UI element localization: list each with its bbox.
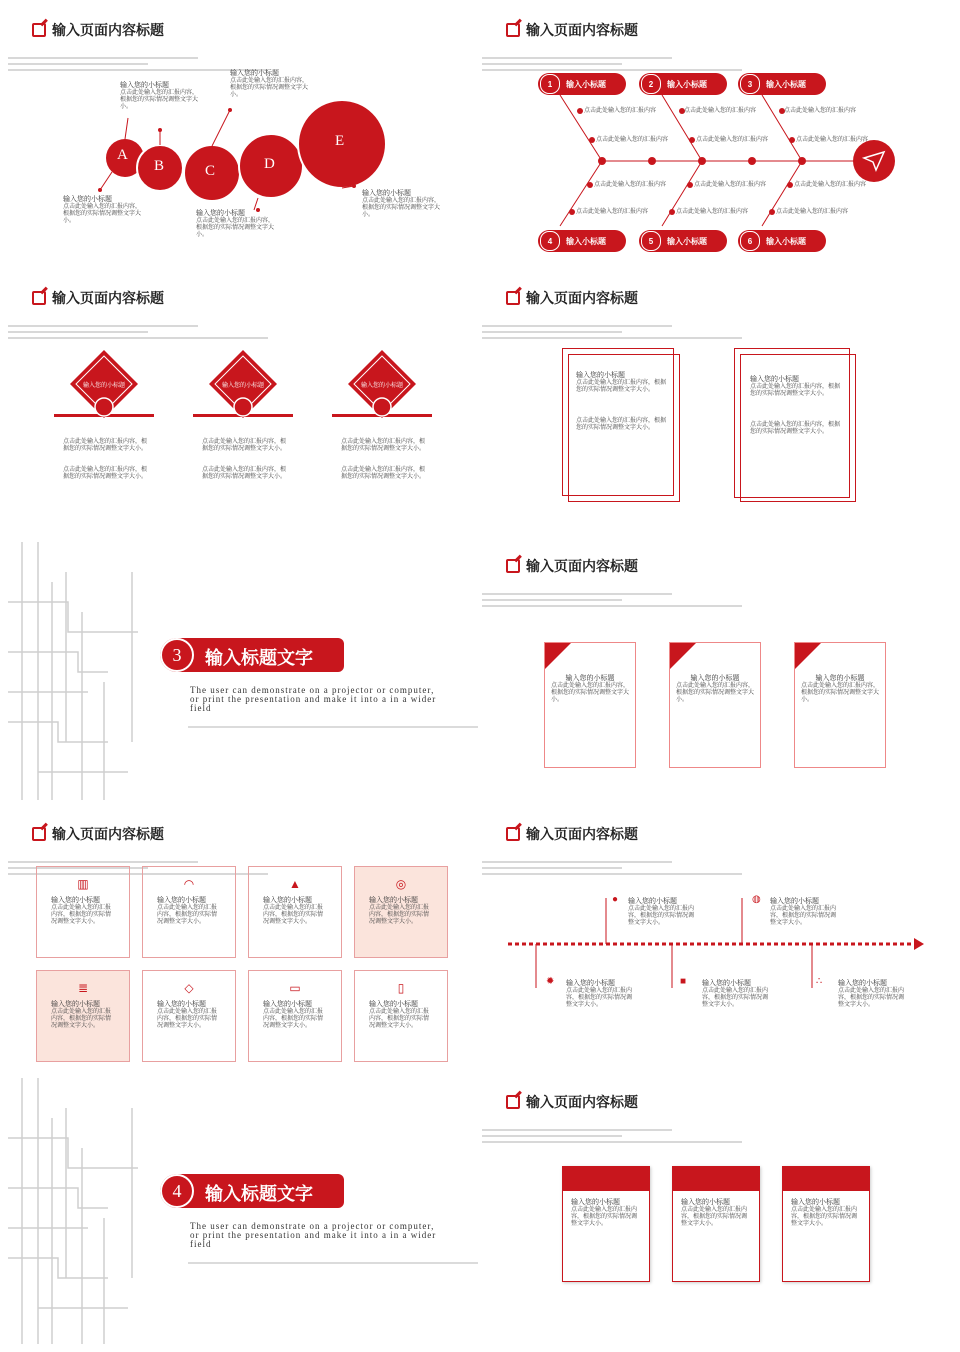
text-block: 输入您的小标题 点击此处输入您的汇报内容，根据您的实际情况调整文字大小。 bbox=[362, 190, 441, 218]
bubble-e-label: E bbox=[335, 133, 345, 149]
drops-icon: ∴ bbox=[816, 976, 823, 987]
slide-title: 输入页面内容标题 bbox=[506, 824, 638, 844]
decor-arrows bbox=[482, 1126, 742, 1148]
fish-text: 点击此处输入您的汇报内容 bbox=[594, 182, 667, 188]
slide-title: 输入页面内容标题 bbox=[506, 556, 638, 576]
slide-fishbone bbox=[482, 6, 954, 264]
fish-tag-5: 5 输入小标题 bbox=[639, 230, 727, 252]
fish-text: 点击此处输入您的汇报内容 bbox=[796, 137, 869, 143]
grid-cell: ≣ 输入您的小标题 点击此处输入您的汇报内容，根据您的实际情况调整文字大小。 bbox=[36, 970, 130, 1062]
bubble-d-label: D bbox=[264, 156, 275, 172]
fish-text: 点击此处输入您的汇报内容 bbox=[776, 209, 849, 215]
card: 输入您的小标题 点击此处输入您的汇报内容，根据您的实际情况调整文字大小。 bbox=[794, 642, 886, 768]
slide-title: 输入页面内容标题 bbox=[506, 288, 638, 308]
circuit-decor bbox=[8, 1078, 480, 1344]
slide-frames bbox=[482, 274, 954, 532]
card: 输入您的小标题 点击此处输入您的汇报内容，根据您的实际情况调整文字大小。 bbox=[672, 1166, 760, 1282]
decor-arrows bbox=[482, 322, 742, 344]
text-block: 输入您的小标题 点击此处输入您的汇报内容，根据您的实际情况调整文字大小。 bbox=[230, 70, 309, 98]
text-block: 输入您的小标题 点击此处输入您的汇报内容，根据您的实际情况调整文字大小。 点击此处输入您的汇报内容，根据您的实际情况调整文字大小。 bbox=[576, 372, 667, 431]
section-english: The user can demonstrate on a projector or computer, or print the presentation and make it into a in a wider field bbox=[190, 1221, 437, 1249]
grid-cell: ▭ 输入您的小标题 点击此处输入您的汇报内容，根据您的实际情况调整文字大小。 bbox=[248, 970, 342, 1062]
bubble-b-label: B bbox=[154, 158, 165, 174]
fish-text: 点击此处输入您的汇报内容 bbox=[676, 209, 749, 215]
speedometer-icon: ◠ bbox=[183, 877, 195, 891]
slide-diamonds bbox=[8, 274, 480, 532]
text-block: 点击此处输入您的汇报内容，根据您的实际情况调整文字大小。 点击此处输入您的汇报内容，根据您的实际情况调整文字大小。 bbox=[202, 439, 287, 480]
tag-icon: ◇ bbox=[184, 981, 194, 995]
text-block: 输入您的小标题 点击此处输入您的汇报内容，根据您的实际情况调整文字大小。 bbox=[63, 196, 142, 224]
fish-tag-3: 3 输入小标题 bbox=[738, 73, 826, 95]
text-block: 输入您的小标题 点击此处输入您的汇报内容，根据您的实际情况调整文字大小。 bbox=[770, 898, 837, 926]
grid-cell: ▲ 输入您的小标题 点击此处输入您的汇报内容，根据您的实际情况调整文字大小。 bbox=[248, 866, 342, 958]
slide-header-cards bbox=[482, 1078, 954, 1344]
fish-tag-2: 2 输入小标题 bbox=[639, 73, 727, 95]
diamond-shapes bbox=[8, 274, 480, 532]
slide-corner-cards bbox=[482, 542, 954, 800]
slide-title: 输入页面内容标题 bbox=[32, 288, 164, 308]
slide-timeline bbox=[482, 810, 954, 1068]
text-block: 输入您的小标题 点击此处输入您的汇报内容，根据您的实际情况调整文字大小。 bbox=[120, 82, 199, 110]
phone-icon: ▯ bbox=[397, 981, 405, 995]
graduation-cap-icon: ▲ bbox=[289, 877, 301, 891]
monitor-icon: ▭ bbox=[289, 981, 301, 995]
slide-icon-grid bbox=[8, 810, 480, 1068]
text-block: 输入您的小标题 点击此处输入您的汇报内容，根据您的实际情况调整文字大小。 bbox=[196, 210, 275, 238]
section-title: 输入标题文字 bbox=[205, 1184, 313, 1204]
grid-cell: ▯ 输入您的小标题 点击此处输入您的汇报内容，根据您的实际情况调整文字大小。 bbox=[354, 970, 448, 1062]
drop-icon: ● bbox=[612, 894, 619, 905]
fish-tag-4: 4 输入小标题 bbox=[538, 230, 626, 252]
bubble-a-label: A bbox=[117, 147, 128, 163]
card: 输入您的小标题 点击此处输入您的汇报内容，根据您的实际情况调整文字大小。 bbox=[669, 642, 761, 768]
text-block: 输入您的小标题 点击此处输入您的汇报内容，根据您的实际情况调整文字大小。 bbox=[566, 980, 633, 1008]
grid-cell: ◠ 输入您的小标题 点击此处输入您的汇报内容，根据您的实际情况调整文字大小。 bbox=[142, 866, 236, 958]
text-block: 点击此处输入您的汇报内容，根据您的实际情况调整文字大小。 点击此处输入您的汇报内容，根据您的实际情况调整文字大小。 bbox=[341, 439, 426, 480]
slide-title: 输入页面内容标题 bbox=[32, 824, 164, 844]
bubble-c-label: C bbox=[205, 163, 216, 179]
card: 输入您的小标题 点击此处输入您的汇报内容，根据您的实际情况调整文字大小。 bbox=[782, 1166, 870, 1282]
text-block: 输入您的小标题 点击此处输入您的汇报内容，根据您的实际情况调整文字大小。 点击此处输入您的汇报内容，根据您的实际情况调整文字大小。 bbox=[750, 376, 841, 435]
map-icon: ▥ bbox=[77, 877, 89, 891]
timeline-line bbox=[482, 810, 954, 1068]
fish-text: 点击此处输入您的汇报内容 bbox=[696, 137, 769, 143]
edit-icon bbox=[32, 827, 46, 841]
fish-text: 点击此处输入您的汇报内容 bbox=[694, 182, 767, 188]
card: 输入您的小标题 点击此处输入您的汇报内容，根据您的实际情况调整文字大小。 bbox=[562, 1166, 650, 1282]
fish-text: 点击此处输入您的汇报内容 bbox=[684, 108, 757, 114]
lifebuoy-icon: ◎ bbox=[395, 877, 407, 891]
edit-icon bbox=[506, 559, 520, 573]
slide-title: 输入页面内容标题 bbox=[506, 1092, 638, 1112]
fish-text: 点击此处输入您的汇报内容 bbox=[784, 108, 857, 114]
edit-icon bbox=[506, 1095, 520, 1109]
database-icon: ≣ bbox=[77, 981, 89, 995]
fishbone-diagram bbox=[482, 6, 954, 264]
slide-section-4 bbox=[8, 1078, 480, 1344]
fish-tag-6: 6 输入小标题 bbox=[738, 230, 826, 252]
edit-icon bbox=[506, 291, 520, 305]
decor-arrows bbox=[482, 590, 742, 612]
fish-text: 点击此处输入您的汇报内容 bbox=[576, 209, 649, 215]
grid-cell: ◎ 输入您的小标题 点击此处输入您的汇报内容，根据您的实际情况调整文字大小。 bbox=[354, 866, 448, 958]
fish-text: 点击此处输入您的汇报内容 bbox=[794, 182, 867, 188]
text-block: 输入您的小标题 点击此处输入您的汇报内容，根据您的实际情况调整文字大小。 bbox=[628, 898, 695, 926]
fish-text: 点击此处输入您的汇报内容 bbox=[596, 137, 669, 143]
fish-text: 点击此处输入您的汇报内容 bbox=[584, 108, 657, 114]
slide-bubbles bbox=[8, 6, 480, 264]
grid-cell: ▥ 输入您的小标题 点击此处输入您的汇报内容，根据您的实际情况调整文字大小。 bbox=[36, 866, 130, 958]
slide-section-3 bbox=[8, 542, 480, 800]
diamond-label: 输入您的小标题 bbox=[82, 383, 125, 389]
fish-tag-1: 1 输入小标题 bbox=[538, 73, 626, 95]
section-number: 3 bbox=[160, 638, 194, 672]
diamond-label: 输入您的小标题 bbox=[221, 383, 264, 389]
section-english: The user can demonstrate on a projector or computer, or print the presentation and make it into a in a wider field bbox=[190, 685, 437, 713]
text-block: 输入您的小标题 点击此处输入您的汇报内容，根据您的实际情况调整文字大小。 bbox=[838, 980, 905, 1008]
text-block: 点击此处输入您的汇报内容，根据您的实际情况调整文字大小。 点击此处输入您的汇报内容，根据您的实际情况调整文字大小。 bbox=[63, 439, 148, 480]
grid-cell: ◇ 输入您的小标题 点击此处输入您的汇报内容，根据您的实际情况调整文字大小。 bbox=[142, 970, 236, 1062]
section-number: 4 bbox=[160, 1174, 194, 1208]
clip-icon: ◍ bbox=[752, 894, 761, 905]
card: 输入您的小标题 点击此处输入您的汇报内容，根据您的实际情况调整文字大小。 bbox=[544, 642, 636, 768]
text-block: 输入您的小标题 点击此处输入您的汇报内容，根据您的实际情况调整文字大小。 bbox=[702, 980, 769, 1008]
slide-title: 输入页面内容标题 bbox=[506, 20, 638, 40]
slide-title: 输入页面内容标题 bbox=[32, 20, 164, 40]
section-title: 输入标题文字 bbox=[205, 648, 313, 668]
chat-icon: ■ bbox=[680, 976, 687, 987]
diamond-label: 输入您的小标题 bbox=[360, 383, 403, 389]
badge-icon: ✹ bbox=[546, 976, 555, 987]
